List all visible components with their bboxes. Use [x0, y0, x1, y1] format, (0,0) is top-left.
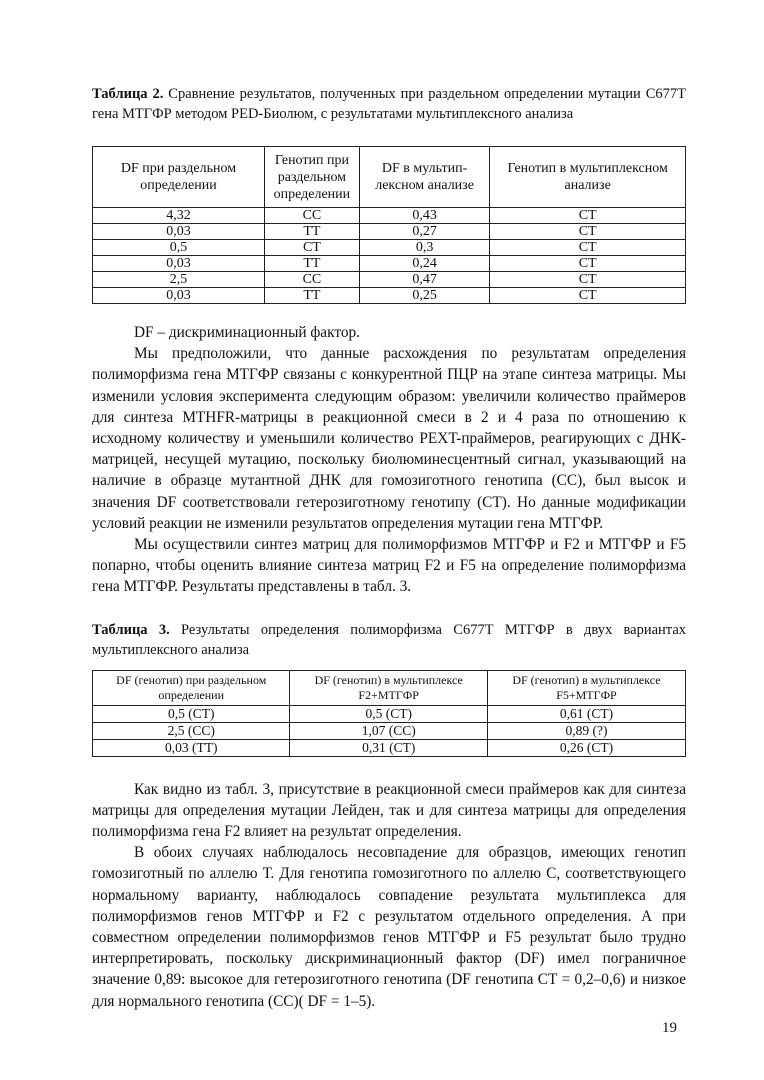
table2-label: Таблица 2. [92, 86, 164, 102]
table3-header-cell: DF (генотип) при раздельном определении [93, 670, 290, 705]
table-cell: 4,32 [93, 208, 265, 224]
table-cell: СТ [490, 240, 686, 256]
table-cell: 0,5 (СТ) [93, 705, 290, 722]
table-cell: 0,25 [359, 288, 489, 304]
paragraph-hypothesis: Мы предположили, что данные расхождения по результатам определения полиморфизма гена МТГФР связаны с конкурентной ПЦР на этапе синтеза матрицы. Мы изменили условия эксперимента следующим образом: увеличили количество праймеров для синтеза MTHFR-матрицы в реакционной смеси в 2 и 4 раза по отношению к исходному количеству и уменьшили количество PEXT-праймеров, реагирующих с ДНК- матрицей, несущей мутацию, поскольку биолюминесцентный сигнал, указывающий на наличие в образце мутантной ДНК для гомозиготного генотипа (СС), был высок и значения DF соответствовали гетерозиготному генотипу (СТ). Но данные модификации условий реакции не изменили результатов определения мутации гена МТГФР. [92, 345, 686, 532]
table-cell: 0,26 (СТ) [487, 739, 685, 756]
table3-label: Таблица 3. [92, 621, 170, 638]
table2-header-cell: DF при раздельном определении [93, 147, 265, 208]
table-cell: ТТ [264, 224, 359, 240]
table-cell: 1,07 (СС) [290, 722, 487, 739]
table-cell: 0,3 [359, 240, 489, 256]
table2 [92, 146, 686, 304]
paragraph-df-definition: DF – дискриминационный фактор. [134, 324, 360, 341]
table-cell: 0,03 [93, 256, 265, 272]
table-cell: 0,31 (СТ) [290, 739, 487, 756]
table2-caption [92, 84, 686, 124]
table-cell: ТТ [264, 256, 359, 272]
table-cell: 0,27 [359, 224, 489, 240]
table-row [93, 256, 686, 272]
table-row [93, 705, 686, 722]
table3 [92, 670, 686, 757]
table-row [93, 272, 686, 288]
table-cell: 0,03 [93, 288, 265, 304]
table-cell: СТ [490, 208, 686, 224]
table-cell: 0,47 [359, 272, 489, 288]
table3-caption-text: Результаты определения полиморфизма С677Т МТГФР в двух вариантах мультиплексного анализа [92, 621, 687, 658]
page-number: 19 [662, 1020, 677, 1036]
paragraph-matrix-synthesis: Мы осуществили синтез матриц для полиморфизмов МТГФР и F2 и МТГФР и F5 попарно, чтобы оценить влияние синтеза матриц F2 и F5 на определение полиморфизма гена МТГФР. Результаты представлены в табл. 3. [92, 536, 686, 596]
table-cell: ТТ [264, 288, 359, 304]
table-cell: 0,61 (СТ) [487, 705, 685, 722]
table-cell: 0,5 [93, 240, 265, 256]
table3-header-cell: DF (генотип) в мультиплексе F2+МТГФР [290, 670, 487, 705]
table-cell: 0,89 (?) [487, 722, 685, 739]
table3-header-row [93, 670, 686, 705]
table-cell: СТ [264, 240, 359, 256]
table3-header-cell: DF (генотип) в мультиплексе F5+МТГФР [487, 670, 685, 705]
table-row [93, 739, 686, 756]
table-cell: СТ [490, 256, 686, 272]
table-row [93, 208, 686, 224]
table2-header-cell: Генотип в мультиплексном анализе [490, 147, 686, 208]
table-cell: СТ [490, 224, 686, 240]
table2-header-cell: Генотип при раздельном определении [264, 147, 359, 208]
table-row [93, 240, 686, 256]
table-cell: 2,5 (СС) [93, 722, 290, 739]
table2-header-cell: DF в мультип-лексном анализе [359, 147, 489, 208]
table-row [93, 288, 686, 304]
table-row [93, 224, 686, 240]
page-content [92, 84, 686, 1012]
table-cell: СС [264, 208, 359, 224]
table2-header-row [93, 147, 686, 208]
table-cell: 0,5 (СТ) [290, 705, 487, 722]
table-row [93, 722, 686, 739]
table3-caption [92, 620, 686, 660]
paragraph-discussion: В обоих случаях наблюдалось несовпадение для образцов, имеющих генотип гомозиготный по аллелю Т. Для генотипа гомозиготного по аллелю С, соответствующего нормальному варианту, наблюдалось совпадение результата мультиплекса для полиморфизмов генов МТГФР и F2 с результатом отдельного определения. А при совместном определении полиморфизмов генов МТГФР и F5 результат было трудно интерпретировать, поскольку дискриминационный фактор (DF) имел пограничное значение 0,89: высокое для гетерозиготного генотипа (DF генотипа СТ = 0,2–0,6) и низкое для нормального генотипа (СС)( DF = 1–5). [92, 844, 686, 1010]
table-cell: 0,24 [359, 256, 489, 272]
paragraph-table3-conclusion: Как видно из табл. 3, присутствие в реакционной смеси праймеров как для синтеза матрицы для определения мутации Лейден, так и для синтеза матрицы для определения полиморфизма гена F2 влияет на результат определения. [92, 780, 686, 841]
table-cell: 0,03 [93, 224, 265, 240]
table-cell: 0,43 [359, 208, 489, 224]
table-cell: 0,03 (ТТ) [93, 739, 290, 756]
table-cell: СТ [490, 288, 686, 304]
table-cell: СТ [490, 272, 686, 288]
table2-caption-text: Сравнение результатов, полученных при раздельном определении мутации С677Т гена МТГФР методом PED-Биолюм, с результатами мультиплексного анализа [92, 86, 687, 122]
table-cell: 2,5 [93, 272, 265, 288]
table-cell: СС [264, 272, 359, 288]
